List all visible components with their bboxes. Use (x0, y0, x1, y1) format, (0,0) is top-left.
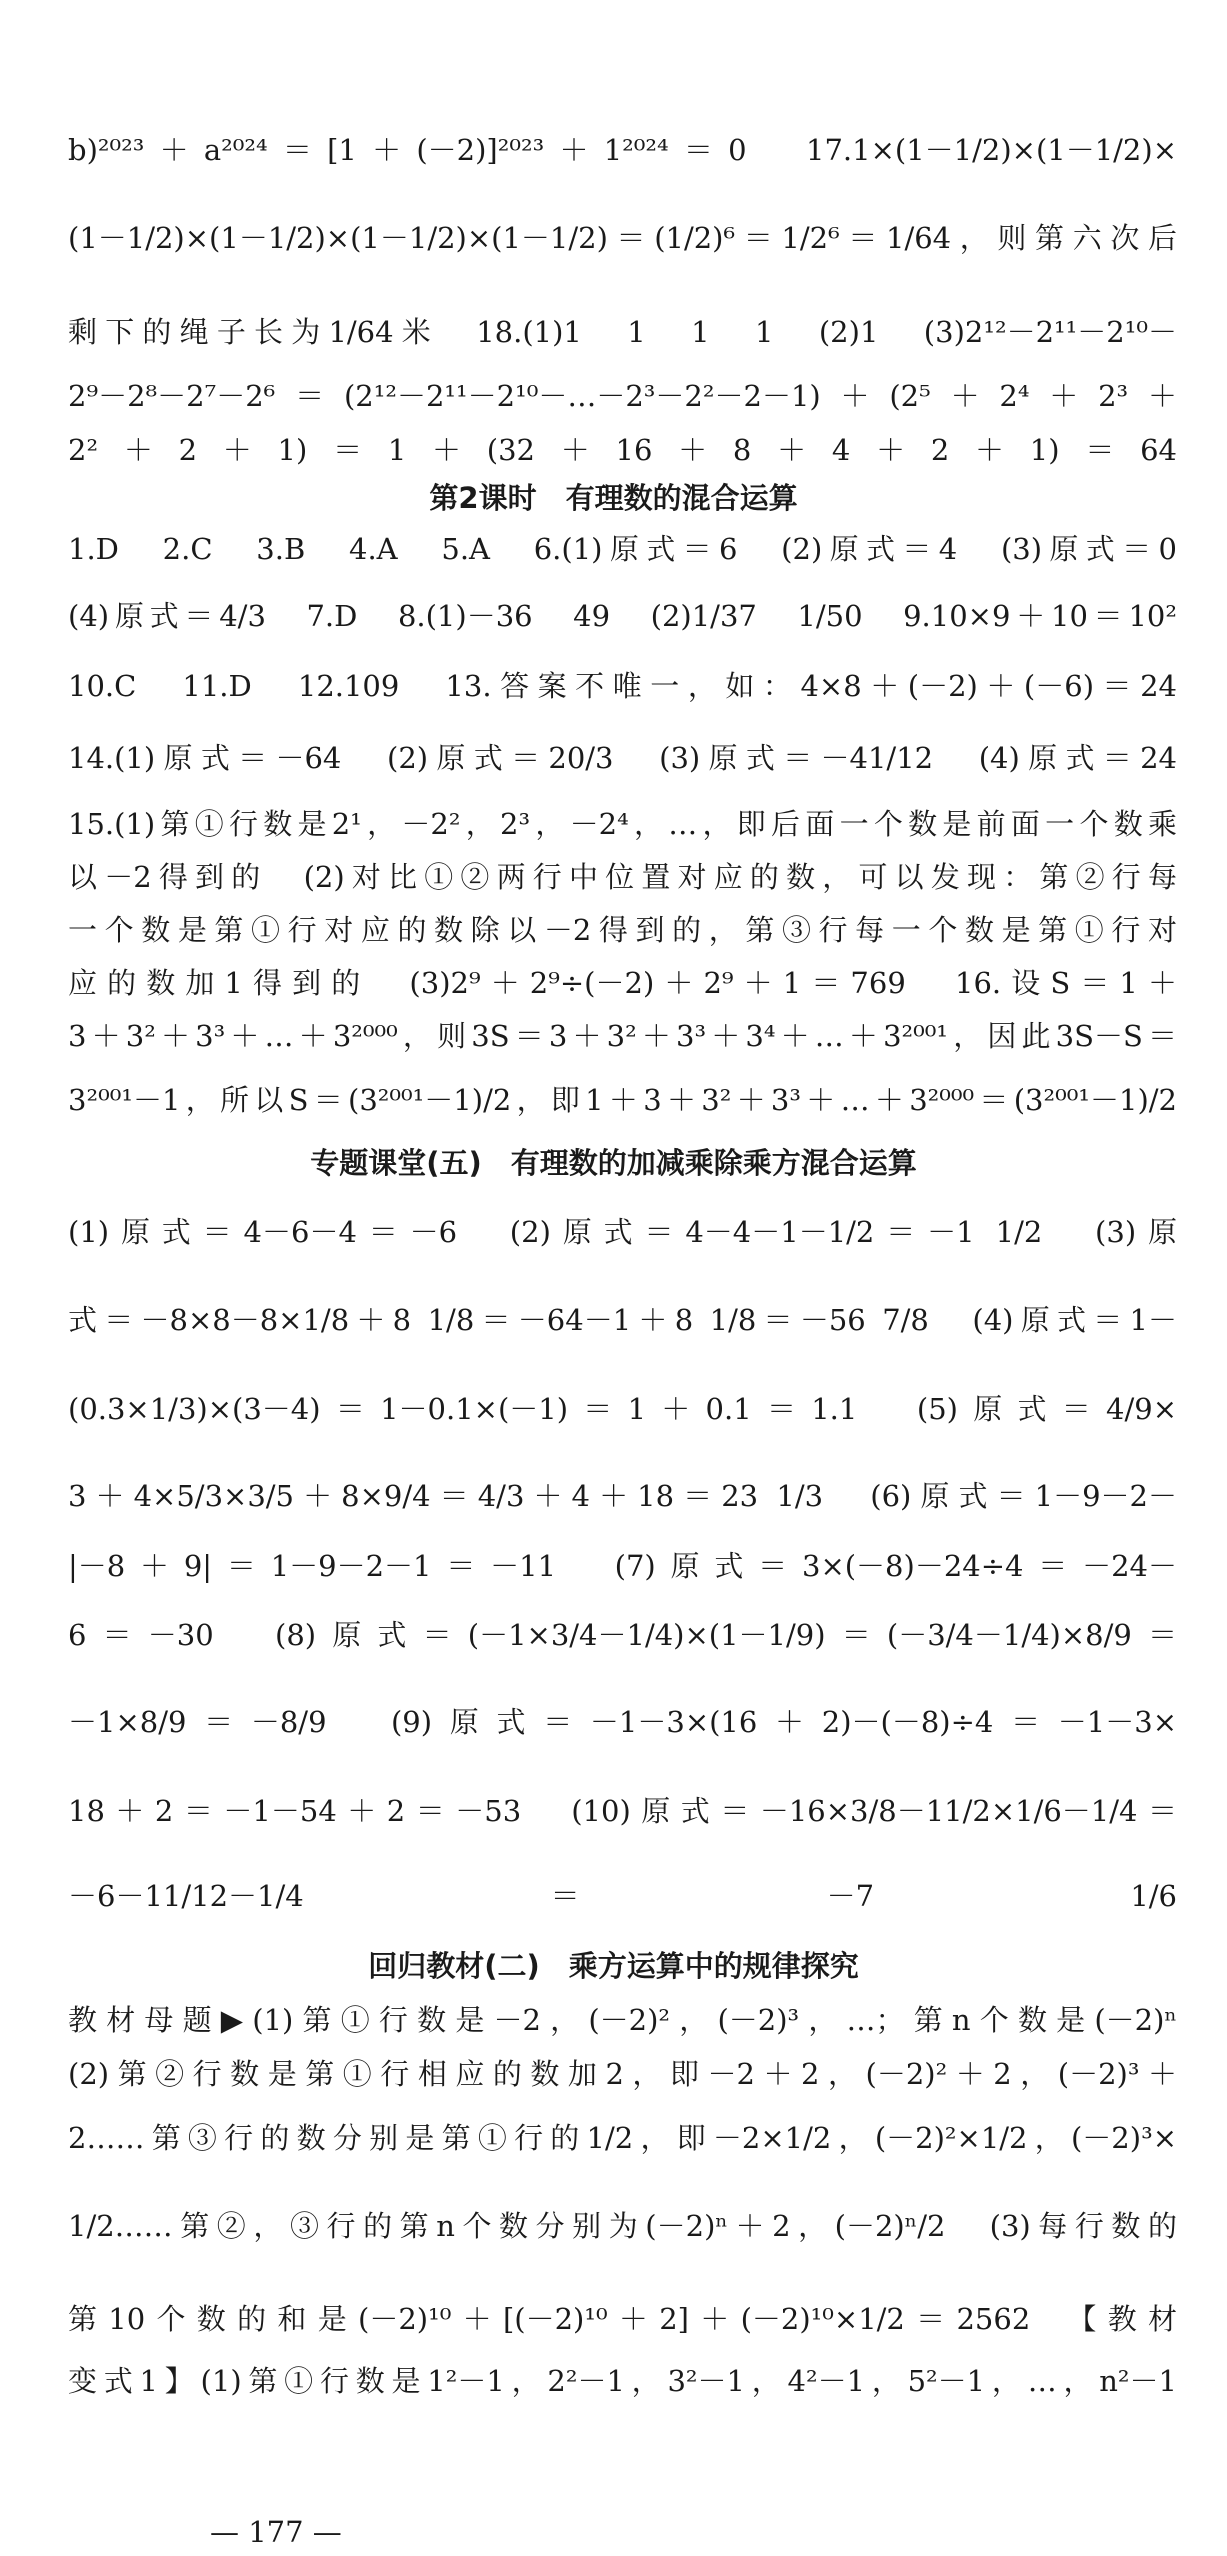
text-line: 6＝－30 (8)原式＝(－1×3/4－1/4)×(1－1/9)＝(－3/4－1/4)×8/9＝ (68, 1618, 1177, 1652)
text-line: 3＋3²＋3³＋…＋3²⁰⁰⁰，则3S＝3＋3²＋3³＋3⁴＋…＋3²⁰⁰¹，因此3S－S＝ (68, 1019, 1177, 1053)
text-line: 14.(1)原式＝－64 (2)原式＝20/3 (3)原式＝－41/12 (4)原式＝24 (68, 741, 1177, 775)
text-line: －6－11/12－1/4＝－7 1/6 (68, 1879, 1177, 1913)
text-line: 教材母题▶(1)第①行数是－2，(－2)²，(－2)³，…；第n个数是(－2)ⁿ (68, 2003, 1177, 2037)
text-line: 3＋4×5/3×3/5＋8×9/4＝4/3＋4＋18＝23 1/3 (6)原式＝1－9－2－ (68, 1479, 1177, 1513)
text-line: 3²⁰⁰¹－1，所以S＝(3²⁰⁰¹－1)/2，即1＋3＋3²＋3³＋…＋3²⁰⁰⁰＝(3²⁰⁰¹－1)/2 (68, 1083, 1177, 1117)
text-line: (4)原式＝4/3 7.D 8.(1)－36 49 (2)1/37 1/50 9.10×9＋10＝10² (68, 599, 1177, 633)
text-line: 2……第③行的数分别是第①行的1/2，即－2×1/2，(－2)²×1/2，(－2)³× (68, 2121, 1177, 2155)
text-line: 变式1】(1)第①行数是1²－1，2²－1，3²－1，4²－1，5²－1，…，n²－1 (68, 2364, 1177, 2398)
text-line: 第10个数的和是(－2)¹⁰＋[(－2)¹⁰＋2]＋(－2)¹⁰×1/2＝2562 【教材 (68, 2302, 1177, 2336)
section-heading: 第2课时 有理数的混合运算 (429, 481, 798, 515)
text-line: (2)第②行数是第①行相应的数加2，即－2＋2，(－2)²＋2，(－2)³＋ (68, 2057, 1177, 2091)
text-line: 式＝－8×8－8×1/8＋8 1/8＝－64－1＋8 1/8＝－56 7/8 (4)原式＝1－ (68, 1303, 1177, 1337)
text-line: 2²＋2＋1)＝1＋(32＋16＋8＋4＋2＋1)＝64 (68, 433, 1177, 467)
section-heading: 回归教材(二) 乘方运算中的规律探究 (368, 1949, 859, 1983)
page-number: — 177 — (210, 2515, 342, 2549)
text-line: 1/2……第②，③行的第n个数分别为(－2)ⁿ＋2，(－2)ⁿ/2 (3)每行数的 (68, 2209, 1177, 2243)
text-line: 18＋2＝－1－54＋2＝－53 (10)原式＝－16×3/8－11/2×1/6－1/4＝ (68, 1794, 1177, 1828)
text-line: |－8＋9|＝1－9－2－1＝－11 (7)原式＝3×(－8)－24÷4＝－24－ (68, 1549, 1177, 1583)
text-line: 2⁹－2⁸－2⁷－2⁶＝(2¹²－2¹¹－2¹⁰－…－2³－2²－2－1)＋(2⁵＋2⁴＋2³＋ (68, 379, 1177, 413)
text-line: 1.D 2.C 3.B 4.A 5.A 6.(1)原式＝6 (2)原式＝4 (3)原式＝0 (68, 532, 1177, 566)
text-line: 15.(1)第①行数是2¹，－2²，2³，－2⁴，…，即后面一个数是前面一个数乘 (68, 807, 1177, 841)
text-line: 以－2得到的 (2)对比①②两行中位置对应的数，可以发现：第②行每 (68, 860, 1177, 894)
text-line: 一个数是第①行对应的数除以－2得到的，第③行每一个数是第①行对 (68, 913, 1177, 947)
text-line: (1)原式＝4－6－4＝－6 (2)原式＝4－4－1－1/2＝－1 1/2 (3)原 (68, 1215, 1177, 1249)
text-line: 剩下的绳子长为1/64米 18.(1)1 1 1 1 (2)1 (3)2¹²－2¹¹－2¹⁰－ (68, 315, 1177, 349)
text-line: 应的数加1得到的 (3)2⁹＋2⁹÷(－2)＋2⁹＋1＝769 16.设S＝1＋ (68, 966, 1177, 1000)
text-line: －1×8/9＝－8/9 (9)原式＝－1－3×(16＋2)－(－8)÷4＝－1－3× (68, 1705, 1177, 1739)
text-line: b)²⁰²³＋a²⁰²⁴＝[1＋(－2)]²⁰²³＋1²⁰²⁴＝0 17.1×(1－1/2)×(1－1/2)× (68, 133, 1177, 167)
text-line: 10.C 11.D 12.109 13.答案不唯一，如：4×8＋(－2)＋(－6)＝24 (68, 669, 1177, 703)
text-line: (0.3×1/3)×(3－4)＝1－0.1×(－1)＝1＋0.1＝1.1 (5)原式＝4/9× (68, 1392, 1177, 1426)
section-heading: 专题课堂(五) 有理数的加减乘除乘方混合运算 (310, 1146, 917, 1180)
text-line: (1－1/2)×(1－1/2)×(1－1/2)×(1－1/2)＝(1/2)⁶＝1/2⁶＝1/64，则第六次后 (68, 221, 1177, 255)
